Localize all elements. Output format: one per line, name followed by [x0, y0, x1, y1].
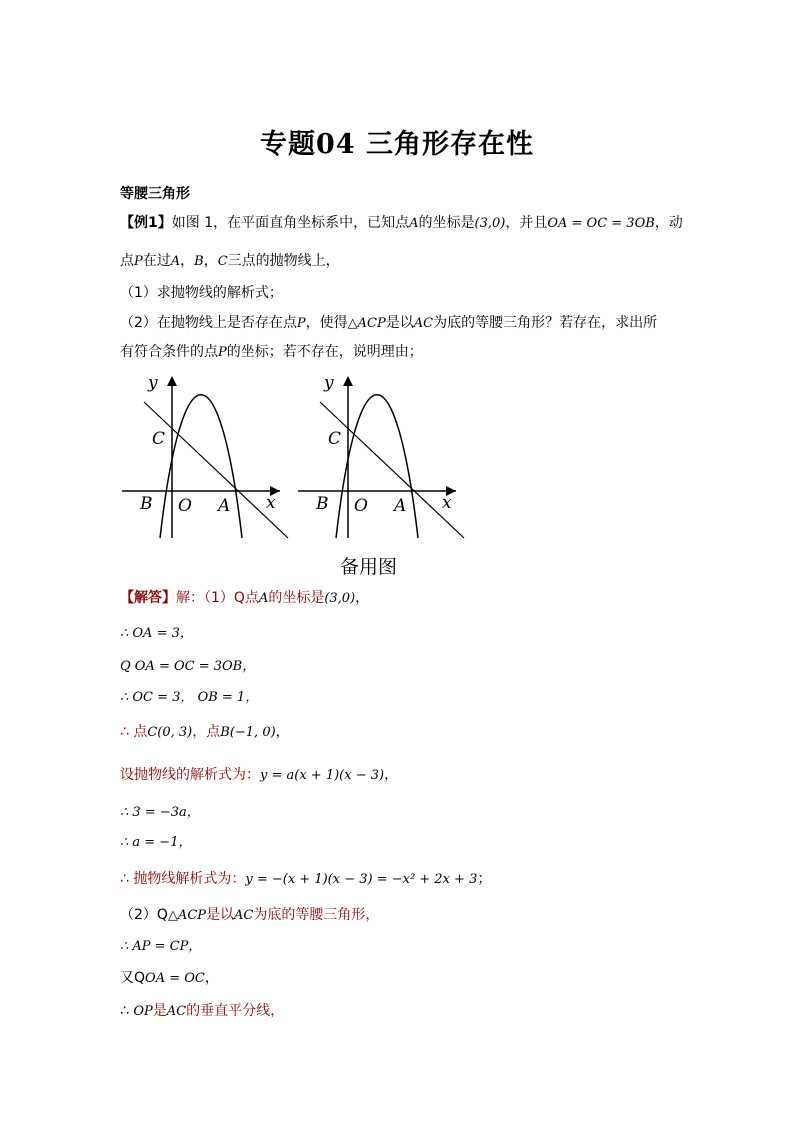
- text: 的坐标是: [418, 215, 475, 231]
- math-AC: AC: [166, 1004, 187, 1019]
- math-coord: (3,0): [474, 216, 506, 231]
- math-C: C: [217, 254, 228, 269]
- math-AC: AC: [413, 316, 434, 331]
- figure-1: [122, 373, 288, 538]
- solution-line-6: [120, 765, 398, 786]
- text: ，使得: [305, 315, 348, 331]
- line-ac: [320, 402, 464, 538]
- label-x: x: [266, 493, 276, 513]
- text: ，动: [654, 215, 683, 231]
- text: 是以: [206, 907, 235, 923]
- figure-2: [298, 373, 464, 538]
- label-y: y: [148, 373, 158, 393]
- text: 在过: [142, 253, 171, 269]
- text: 是: [152, 1003, 167, 1019]
- text: 为底的等腰三角形？若存在，求出所: [433, 315, 658, 331]
- math-P: P: [218, 345, 227, 360]
- text: 三点的抛物线上，: [227, 253, 340, 269]
- solution-line-10: [120, 905, 379, 926]
- solution-line-9: [120, 869, 491, 890]
- solution-line-4: ∴ OC = 3， OB = 1，: [120, 690, 259, 705]
- text: 又Q: [120, 970, 146, 986]
- math-P: P: [296, 316, 306, 331]
- math-eq: OA = OC = 3OB: [547, 216, 655, 231]
- solution-line-5: [120, 722, 290, 743]
- text: ，: [275, 724, 290, 740]
- label-y: y: [324, 373, 334, 393]
- page-title: 专题04 三角形存在性: [260, 129, 534, 160]
- solution-line-8: ∴ a = −1，: [120, 835, 192, 850]
- label-x: x: [442, 493, 452, 513]
- text: ∴ 抛物线解析式为：: [120, 871, 246, 887]
- solution-line-2: ∴ OA = 3，: [120, 626, 193, 641]
- question-2: [120, 313, 657, 334]
- solution-tag: 【解答】: [120, 590, 176, 606]
- section-heading: 等腰三角形: [120, 186, 190, 202]
- text: 点: [120, 253, 134, 269]
- math-A: A: [409, 216, 419, 231]
- label-o: O: [354, 496, 368, 516]
- text: 为底的等腰三角形，: [253, 907, 380, 923]
- text: ；: [477, 871, 492, 887]
- backup-figure-caption: 备用图: [340, 556, 398, 578]
- text: ∴ 点: [120, 724, 148, 740]
- text: ，并且: [505, 215, 548, 231]
- solution-line-13: [120, 1001, 284, 1022]
- label-a: A: [218, 496, 231, 516]
- math-eq: y = a(x + 1)(x − 3): [260, 768, 385, 783]
- label-c: C: [152, 429, 166, 449]
- math-eq: y = −(x + 1)(x − 3) = −x² + 2x + 3: [245, 872, 478, 887]
- question-1: （1）求抛物线的解析式；: [120, 285, 283, 301]
- example-line-1: [120, 213, 683, 234]
- text: 有符合条件的点: [120, 344, 218, 360]
- text: 的垂直平分线，: [186, 1003, 285, 1019]
- text: ∴: [120, 1003, 134, 1019]
- math-triangle: △ACP: [167, 908, 207, 923]
- text: ，: [203, 253, 218, 269]
- text: 解：（1）Q点: [176, 590, 259, 606]
- label-b: B: [316, 494, 329, 514]
- math-B: B: [194, 254, 204, 269]
- math-P: P: [134, 254, 143, 269]
- math-A: A: [170, 254, 181, 269]
- label-o: O: [178, 496, 192, 516]
- text: 是以: [385, 315, 414, 331]
- math-coord: (3,0): [324, 591, 356, 606]
- text: 设抛物线的解析式为：: [120, 767, 260, 783]
- text: （2）Q: [120, 907, 168, 923]
- math-point-b: B(−1, 0): [220, 725, 276, 740]
- label-c: C: [328, 429, 342, 449]
- figures: [112, 372, 472, 544]
- example-bracket: 【例1】: [120, 215, 172, 231]
- solution-line-1: [120, 588, 369, 609]
- y-axis-arrow: [167, 376, 177, 386]
- label-a: A: [394, 496, 407, 516]
- label-b: B: [140, 494, 153, 514]
- text: 的坐标是: [268, 590, 325, 606]
- text: ，: [384, 767, 399, 783]
- solution-line-3: Q OA = OC = 3OB，: [120, 659, 256, 674]
- math-eq: OA = OC: [145, 971, 205, 986]
- text: 的坐标；若不存在，说明理由；: [226, 344, 423, 360]
- solution-line-7: ∴ 3 = −3a，: [120, 805, 200, 820]
- text: ，: [180, 253, 195, 269]
- line-ac: [144, 402, 288, 538]
- text: ，: [204, 970, 219, 986]
- math-AC: AC: [234, 908, 254, 923]
- solution-line-12: [120, 968, 219, 989]
- math-A: A: [258, 591, 269, 606]
- text: 如图 1，在平面直角坐标系中，已知点: [171, 215, 410, 231]
- question-2-cont: [120, 342, 423, 363]
- text: ，点: [192, 724, 221, 740]
- math-point-c: C(0, 3): [147, 725, 193, 740]
- text: ，: [355, 590, 370, 606]
- math-triangle: △ACP: [347, 316, 386, 331]
- example-line-2: [120, 251, 340, 272]
- math-OP: OP: [133, 1004, 153, 1019]
- y-axis-arrow: [343, 376, 353, 386]
- text: （2）在抛物线上是否存在点: [120, 315, 297, 331]
- solution-line-11: ∴ AP = CP，: [120, 939, 202, 954]
